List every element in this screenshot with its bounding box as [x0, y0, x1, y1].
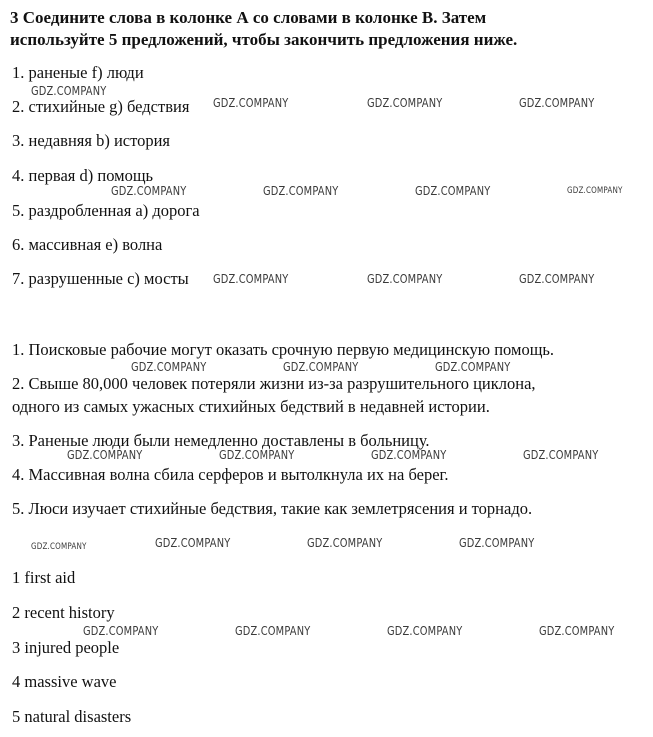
watermark: GDZ.COMPANY — [67, 448, 143, 462]
watermark: GDZ.COMPANY — [155, 536, 231, 550]
watermark: GDZ.COMPANY — [435, 360, 511, 374]
answer-5: 5 natural disasters — [12, 707, 132, 726]
watermark: GDZ.COMPANY — [539, 624, 615, 638]
task-title-line-2: используйте 5 предложений, чтобы закончить предложения ниже. — [10, 30, 518, 49]
watermark: GDZ.COMPANY — [235, 624, 311, 638]
match-item-7: 7. разрушенные c) мосты — [12, 269, 189, 288]
watermark: GDZ.COMPANY — [459, 536, 535, 550]
watermark: GDZ.COMPANY — [415, 184, 491, 198]
watermark: GDZ.COMPANY — [367, 272, 443, 286]
match-item-6: 6. массивная e) волна — [12, 235, 163, 254]
sentence-5: 5. Люси изучает стихийные бедствия, такие как землетрясения и торнадо. — [12, 499, 533, 518]
sentence-1: 1. Поисковые рабочие могут оказать срочную первую медицинскую помощь. — [12, 340, 555, 359]
watermark: GDZ.COMPANY — [213, 272, 289, 286]
watermark: GDZ.COMPANY — [519, 272, 595, 286]
watermark: GDZ.COMPANY — [283, 360, 359, 374]
watermark: GDZ.COMPANY — [31, 84, 107, 98]
watermark: GDZ.COMPANY — [83, 624, 159, 638]
answer-2: 2 recent history — [12, 603, 115, 622]
watermark: GDZ.COMPANY — [213, 96, 289, 110]
watermark: GDZ.COMPANY — [219, 448, 295, 462]
watermark: GDZ.COMPANY — [131, 360, 207, 374]
sentence-4: 4. Массивная волна сбила серферов и вытолкнула их на берег. — [12, 465, 449, 484]
match-item-5: 5. раздробленная a) дорога — [12, 201, 200, 220]
watermark: GDZ.COMPANY — [371, 448, 447, 462]
watermark: GDZ.COMPANY — [31, 542, 87, 552]
watermark: GDZ.COMPANY — [307, 536, 383, 550]
answer-4: 4 massive wave — [12, 672, 117, 691]
sentence-2-line-2: одного из самых ужасных стихийных бедствий в недавней истории. — [12, 397, 490, 416]
sentence-3: 3. Раненые люди были немедленно доставлены в больницу. — [12, 431, 430, 450]
match-item-2: 2. стихийные g) бедствия — [12, 97, 190, 116]
sentence-2-line-1: 2. Свыше 80,000 человек потеряли жизни из-за разрушительного циклона, — [12, 374, 536, 393]
match-item-1: 1. раненые f) люди — [12, 63, 144, 82]
watermark: GDZ.COMPANY — [387, 624, 463, 638]
answer-1: 1 first aid — [12, 568, 76, 587]
watermark: GDZ.COMPANY — [519, 96, 595, 110]
watermark: GDZ.COMPANY — [567, 186, 623, 196]
match-item-4: 4. первая d) помощь — [12, 166, 154, 185]
match-item-3: 3. недавняя b) история — [12, 131, 171, 150]
task-title-line-1: 3 Соедините слова в колонке А со словами в колонке В. Затем — [10, 8, 487, 27]
watermark: GDZ.COMPANY — [263, 184, 339, 198]
answer-3: 3 injured people — [12, 638, 120, 657]
watermark: GDZ.COMPANY — [111, 184, 187, 198]
watermark: GDZ.COMPANY — [523, 448, 599, 462]
watermark: GDZ.COMPANY — [367, 96, 443, 110]
